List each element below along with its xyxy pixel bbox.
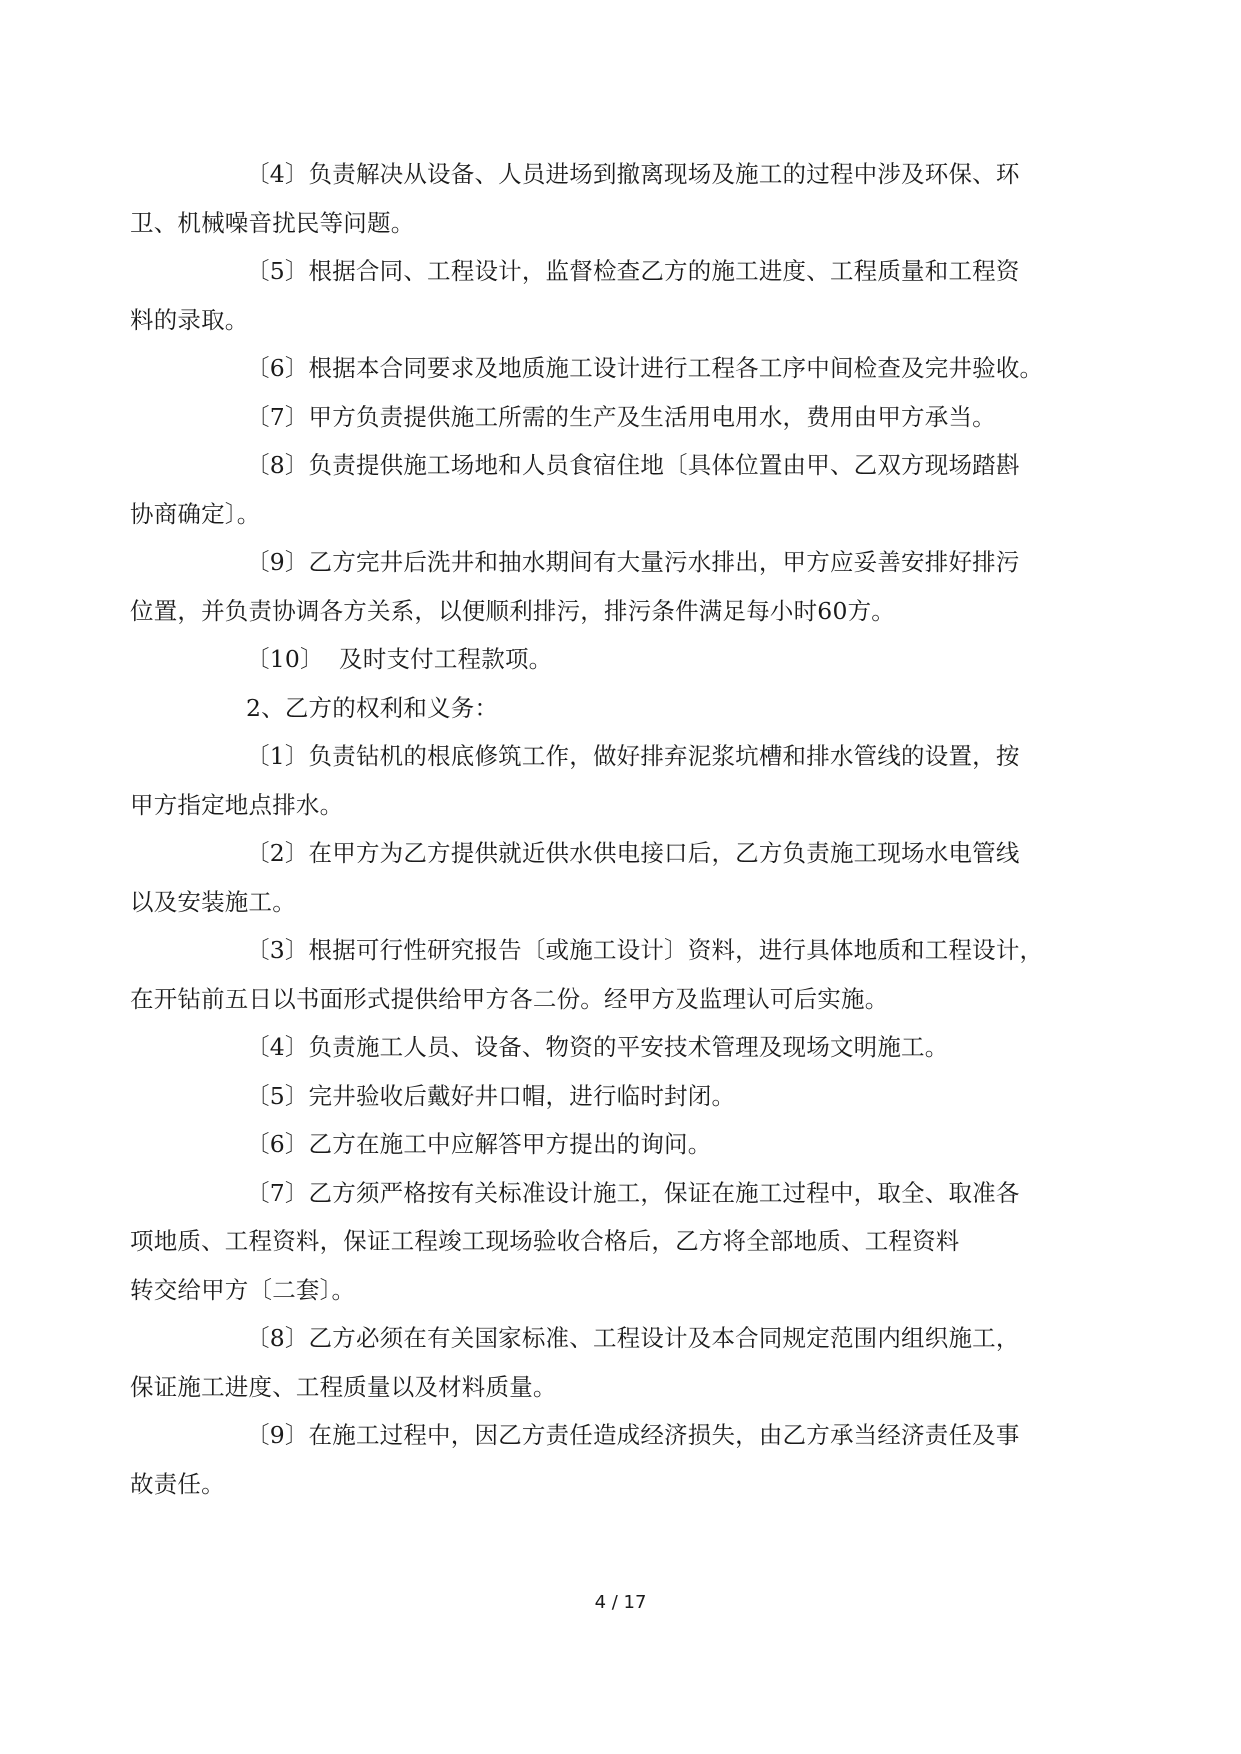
paragraph-line: 保证施工进度、工程质量以及材料质量。 bbox=[130, 1372, 557, 1401]
paragraph-line: 〔3〕根据可行性研究报告〔或施工设计〕资料，进行具体地质和工程设计， bbox=[246, 936, 1044, 964]
paragraph-line: 〔9〕乙方完井后洗井和抽水期间有大量污水排出，甲方应妥善安排好排污 bbox=[246, 548, 1020, 576]
paragraph-line: 〔2〕在甲方为乙方提供就近供水供电接口后，乙方负责施工现场水电管线 bbox=[246, 839, 1020, 867]
paragraph-line: 〔8〕负责提供施工场地和人员食宿住地〔具体位置由甲、乙双方现场踏斟 bbox=[246, 451, 1020, 479]
page-number: 4 / 17 bbox=[594, 1592, 647, 1613]
paragraph-line: 2、乙方的权利和义务： bbox=[246, 693, 499, 722]
paragraph bbox=[130, 1314, 1068, 1411]
paragraph-line: 〔1〕负责钻机的根底修筑工作，做好排弃泥浆坑槽和排水管线的设置，按 bbox=[246, 742, 1020, 770]
paragraph bbox=[188, 1023, 1068, 1072]
paragraph-line: 〔6〕乙方在施工中应解答甲方提出的询问。 bbox=[246, 1130, 712, 1158]
paragraph-line: 〔7〕甲方负责提供施工所需的生产及生活用电用水，费用由甲方承当。 bbox=[246, 402, 996, 431]
paragraph bbox=[130, 1411, 1068, 1508]
paragraph bbox=[188, 635, 1068, 684]
paragraph bbox=[130, 1169, 1068, 1315]
paragraph bbox=[188, 684, 1068, 733]
paragraph bbox=[130, 926, 1068, 1023]
paragraph-line: 转交给甲方〔二套〕。 bbox=[130, 1275, 356, 1304]
paragraph-line: 〔7〕乙方须严格按有关标准设计施工，保证在施工过程中，取全、取准各 bbox=[246, 1178, 1020, 1207]
paragraph-line: 〔6〕根据本合同要求及地质施工设计进行工程各工序中间检查及完井验收。 bbox=[246, 354, 1044, 382]
paragraph-line: 料的录取。 bbox=[130, 305, 249, 334]
paragraph-line: 以及安装施工。 bbox=[130, 887, 296, 916]
paragraph-line: 卫、机械噪音扰民等问题。 bbox=[130, 208, 415, 237]
paragraph-line: 〔4〕负责施工人员、设备、物资的平安技术管理及现场文明施工。 bbox=[246, 1033, 949, 1061]
paragraph-line: 〔4〕负责解决从设备、人员进场到撤离现场及施工的过程中涉及环保、环 bbox=[246, 160, 1020, 188]
paragraph-line: 甲方指定地点排水。 bbox=[130, 790, 344, 819]
paragraph bbox=[130, 150, 1068, 247]
paragraph-line: 项地质、工程资料，保证工程竣工现场验收合格后，乙方将全部地质、工程资料 bbox=[130, 1227, 960, 1255]
paragraph bbox=[130, 538, 1068, 635]
paragraph bbox=[130, 441, 1068, 538]
paragraph-line: 在开钻前五日以书面形式提供给甲方各二份。经甲方及监理认可后实施。 bbox=[130, 984, 889, 1013]
paragraph-line: 协商确定〕。 bbox=[130, 499, 261, 528]
paragraph-line: 位置，并负责协调各方关系，以便顺利排污，排污条件满足每小时60方。 bbox=[130, 596, 896, 625]
paragraph-line: 〔10〕 及时支付工程款项。 bbox=[246, 645, 553, 673]
paragraph bbox=[188, 393, 1068, 442]
paragraph bbox=[130, 829, 1068, 926]
paragraph-line: 〔8〕乙方必须在有关国家标准、工程设计及本合同规定范围内组织施工， bbox=[246, 1324, 1020, 1352]
paragraph-line: 〔5〕根据合同、工程设计，监督检查乙方的施工进度、工程质量和工程资 bbox=[246, 257, 1020, 285]
paragraph-line: 〔9〕在施工过程中，因乙方责任造成经济损失，由乙方承当经济责任及事 bbox=[246, 1421, 1020, 1449]
paragraph bbox=[130, 732, 1068, 829]
paragraph bbox=[188, 344, 1068, 393]
paragraph bbox=[188, 1120, 1068, 1169]
document-body bbox=[130, 150, 1068, 1508]
paragraph-line: 〔5〕完井验收后戴好井口帽，进行临时封闭。 bbox=[246, 1081, 736, 1110]
paragraph bbox=[130, 247, 1068, 344]
paragraph bbox=[188, 1072, 1068, 1121]
paragraph-line: 故责任。 bbox=[130, 1469, 225, 1498]
